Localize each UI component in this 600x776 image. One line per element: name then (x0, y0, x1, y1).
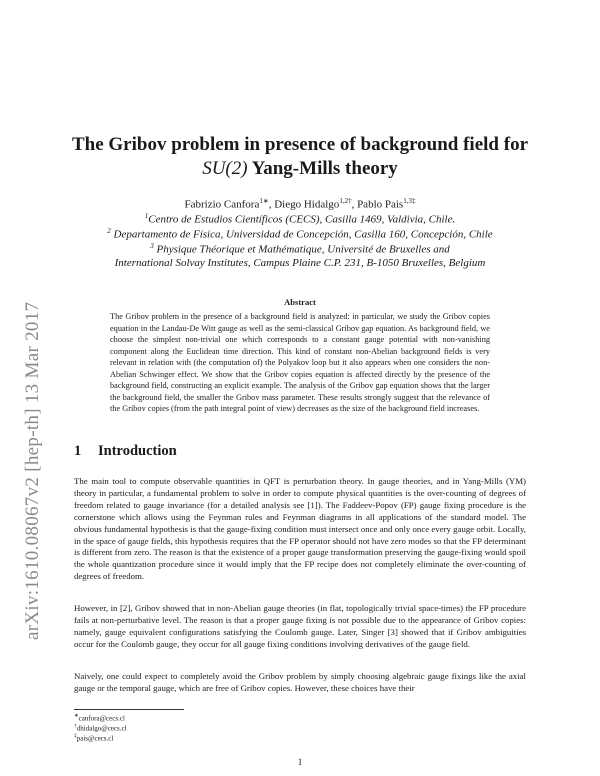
affiliation-mark: 1 (144, 212, 149, 220)
body-paragraph-3: Naively, one could expect to completely avoid the Gribov problem by simply choosing algebraic gauge fixings like the axial gauge or the temporal gauge, which are free of Gribov copies. However, these choices have their (74, 671, 526, 693)
title-line-1: The Gribov problem in presence of background field for (71, 134, 529, 155)
author-name: Pablo Pais (357, 198, 404, 211)
affiliation-text: Departamento de Física, Universidad de Concepción, Casilla 160, Concepción, Chile (113, 228, 493, 241)
affiliation-3 (60, 242, 540, 256)
affiliation-text: Centro de Estudios Científicos (CECS), Casilla 1469, Valdivia, Chile. (148, 213, 456, 226)
author-marks: 1,3‡ (403, 197, 416, 205)
affiliation-text: Physique Théorique et Mathématique, Université de Bruxelles and (156, 243, 450, 256)
body-paragraph-1: The main tool to compute observable quantities in QFT is perturbation theory. In gauge theories, and in Yang-Mills (YM) theory in particular, a fundamental problem to solve in order to compute physical quantities is the over-counting of degrees of freedom related to gauge invariance (for a detailed analysis see [1]). The Faddeev-Popov (FP) gauge fixing procedure is the cornerstone which allows using the Feynman rules and Feynman diagrams in all applications of the standard model. The obvious fundamental hypothesis is that the gauge-fixing condition must intersect once and only once every gauge orbit. Locally, in the space of gauge fields, this hypothesis requires that the FP operator should not have zero modes so that the FP determinant is different from zero. The reason is that the existence of a proper gauge transformation preserving the gauge-fixing would spoil the whole quantization procedure since it would imply that the FP recipe does not completely eliminate the over-counting of degrees of freedom. (74, 476, 526, 582)
arxiv-identifier-stamp: arXiv:1610.08067v2 [hep-th] 13 Mar 2017 (22, 301, 43, 640)
footnote-mark: † (74, 723, 77, 729)
page-number: 1 (297, 757, 303, 767)
footnote-1 (74, 713, 125, 722)
author-marks: 1∗ (259, 197, 269, 205)
affiliation-2 (60, 227, 540, 241)
footnote-3 (74, 733, 113, 742)
author-list: Fabrizio Canfora$^{1∗}$, Diego Hidalgo$^{1,2\dagger}$, Pablo Pais$^{1,3\ddagger}$ (184, 197, 416, 211)
affiliation-text: International Solvay Institutes, Campus Plaine C.P. 231, B-1050 Bruxelles, Belgium (114, 257, 486, 269)
title-line-2 (60, 157, 540, 181)
abstract-body: The Gribov problem in the presence of a background field is analyzed: in particular, we study the Gribov copies equation in the Landau-De Witt gauge as well as the semi-classical Gribov gap equation. As background field, we choose the simplest non-trivial one which corresponds to a constant gauge potential with non-vanishing component along the Euclidean time direction. This kind of constant non-Abelian background fields is very relevant in relation with (the computation of) the Polyakov loop but it also appears when one considers the non-Abelian Schwinger effect. We show that the Gribov copies equation is affected directly by the presence of the background field, constructing an explicit example. The analysis of the Gribov gap equation shows that the larger the background field, the smaller the Gribov mass parameter. These results strongly suggest that the relevance of the Gribov copies (from the path integral point of view) decreases as the size of the background field increases. (110, 312, 490, 413)
affiliation-1 (60, 212, 540, 226)
footnote-email: pais@cecs.cl (76, 734, 114, 743)
author-name: Fabrizio Canfora (184, 198, 260, 211)
title-line-2-text: Yang-Mills theory (247, 158, 398, 179)
affiliation-mark: 3 (150, 242, 154, 250)
paper-title (60, 133, 540, 181)
footnote-rule (74, 709, 184, 710)
abstract-heading: Abstract (284, 297, 316, 307)
author-marks: 1,2† (339, 197, 352, 205)
section-title: Introduction (98, 443, 177, 459)
footnote-2 (74, 723, 127, 732)
footnote-email: canfora@cecs.cl (78, 714, 125, 723)
body-paragraph-2: However, in [2], Gribov showed that in non-Abelian gauge theories (in flat, topologically trivial space-times) the FP procedure fails at non-perturbative level. The reason is that a proper gauge fixing is not possible due to the appearance of Gribov copies: namely, gauge equivalent configurations satisfying the Coulomb gauge. Later, Singer [3] showed that if Gribov ambiguities occur for the Coulomb gauge, they occur for all gauge fixing conditions involving derivatives of the gauge field. (74, 603, 526, 649)
section-number: 1 (74, 443, 82, 459)
footnote-mark: ‡ (74, 733, 77, 739)
author-name: Diego Hidalgo (274, 198, 340, 211)
footnote-email: dhidalgo@cecs.cl (76, 724, 127, 733)
affiliation-mark: 2 (107, 227, 111, 235)
affiliation-3-continued (60, 257, 540, 269)
footnote-mark: ∗ (74, 713, 79, 719)
title-math-su2: SU(2) (202, 158, 248, 179)
section-heading (74, 443, 177, 460)
